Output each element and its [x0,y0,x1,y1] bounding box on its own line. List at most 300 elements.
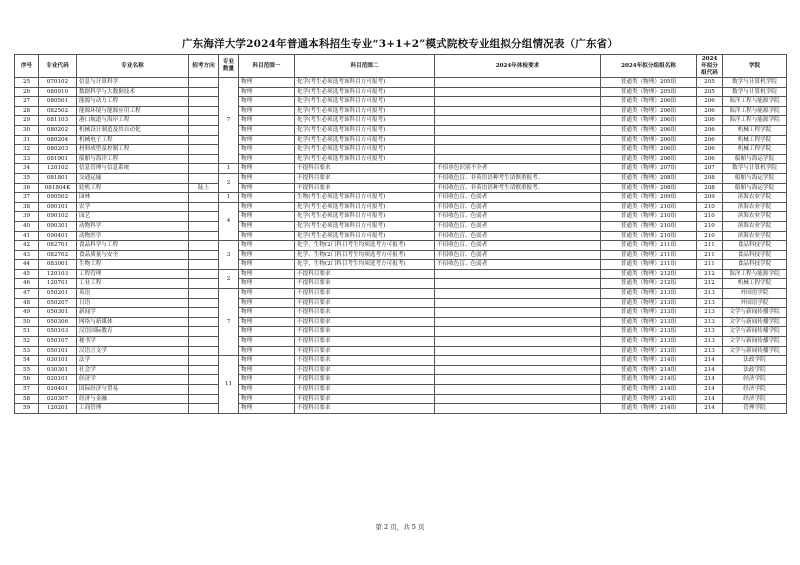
subject-range-two: 不提科目要求 [295,365,435,375]
major-count: 7 [219,289,239,356]
major-code: 050201 [39,289,77,299]
exam-direction [189,87,219,97]
row-number: 43 [15,250,39,260]
major-code: 050301 [39,308,77,318]
major-code: 120201 [39,404,77,414]
group-name: 普通类（物理）205组 [601,87,697,97]
subject-range-one: 物理 [239,241,295,251]
major-count: 2 [219,173,239,192]
group-name: 普通类（物理）206组 [601,97,697,107]
college: 机械工程学院 [723,125,787,135]
row-number: 56 [15,375,39,385]
group-code: 208 [697,183,723,193]
subject-range-one: 物理 [239,385,295,395]
page-footer: 第 2 页，共 5 页 [375,523,425,531]
group-name: 普通类（物理）211组 [601,250,697,260]
college: 滨海农业学院 [723,193,787,203]
group-code: 210 [697,202,723,212]
health-requirement [435,327,601,337]
major-code: 081804K [39,183,77,193]
health-requirement [435,337,601,347]
subject-range-two: 不提科目要求 [295,183,435,193]
group-code: 206 [697,154,723,164]
health-requirement [435,125,601,135]
exam-direction [189,365,219,375]
exam-direction [189,394,219,404]
major-name: 农学 [77,202,189,212]
table-row [15,106,787,116]
subject-range-one: 物理 [239,164,295,174]
table-row [15,135,787,145]
college: 滨海农业学院 [723,212,787,222]
subject-range-two: 化学(考生必须选考该科目方可报考) [295,97,435,107]
health-requirement [435,145,601,155]
college: 海洋工程与能源学院 [723,116,787,126]
group-code: 211 [697,260,723,270]
health-requirement: 不招单色识别不全者 [435,164,601,174]
table-row [15,97,787,107]
major-name: 港口航道与海岸工程 [77,116,189,126]
group-code: 206 [697,97,723,107]
exam-direction [189,327,219,337]
subject-range-one: 物理 [239,279,295,289]
college: 外国语学院 [723,289,787,299]
major-code: 082702 [39,250,77,260]
major-name: 食品质量与安全 [77,250,189,260]
major-code: 082502 [39,106,77,116]
subject-range-one: 物理 [239,289,295,299]
table-row [15,173,787,183]
group-name: 普通类（物理）213组 [601,327,697,337]
subject-range-two: 不提科目要求 [295,298,435,308]
group-code: 206 [697,106,723,116]
column-header: 学院 [723,55,787,78]
major-count: 7 [219,78,239,164]
health-requirement: 不招收色盲、色弱者 [435,221,601,231]
page-title: 广东海洋大学2024年普通本科招生专业“3+1+2”模式院校专业组拟分组情况表（广东省） [181,38,619,50]
major-name: 英语 [77,289,189,299]
college: 机械工程学院 [723,135,787,145]
health-requirement: 不招收色盲、色弱者 [435,260,601,270]
major-code: 050101 [39,346,77,356]
group-name: 普通类（物理）213组 [601,298,697,308]
row-number: 50 [15,317,39,327]
subject-range-two: 化学(考生必须选考该科目方可报考) [295,154,435,164]
major-name: 船舶与海洋工程 [77,154,189,164]
row-number: 29 [15,116,39,126]
major-code: 120102 [39,164,77,174]
subject-range-two: 不提科目要求 [295,317,435,327]
major-name: 工商管理 [77,404,189,414]
major-code: 081901 [39,154,77,164]
group-code: 212 [697,279,723,289]
major-name: 经济学 [77,375,189,385]
row-number: 55 [15,365,39,375]
college: 经济学院 [723,385,787,395]
group-name: 普通类（物理）214组 [601,385,697,395]
exam-direction [189,125,219,135]
health-requirement [435,404,601,414]
column-header: 2024年拟分组组名称 [601,55,697,78]
group-name: 普通类（物理）208组 [601,183,697,193]
major-code: 050107 [39,337,77,347]
table-row [15,327,787,337]
row-number: 41 [15,231,39,241]
health-requirement: 不招收色盲、非英语语种考生请慎重报考。 [435,173,601,183]
major-name: 轮机工程 [77,183,189,193]
row-number: 47 [15,289,39,299]
group-code: 205 [697,78,723,88]
row-number: 25 [15,78,39,88]
major-code: 030301 [39,365,77,375]
exam-direction [189,298,219,308]
group-code: 213 [697,346,723,356]
subject-range-one: 物理 [239,78,295,88]
subject-range-two: 化学(考生必须选考该科目方可报考) [295,202,435,212]
table-row [15,404,787,414]
health-requirement [435,279,601,289]
major-name: 动物医学 [77,231,189,241]
subject-range-two: 化学(考生必须选考该科目方可报考) [295,145,435,155]
health-requirement [435,154,601,164]
major-name: 园艺 [77,212,189,222]
major-code: 090301 [39,221,77,231]
row-number: 36 [15,183,39,193]
college: 文学与新闻传播学院 [723,346,787,356]
exam-direction [189,250,219,260]
exam-direction [189,269,219,279]
table-row [15,308,787,318]
subject-range-two: 化学(考生必须选考该科目方可报考) [295,212,435,222]
exam-direction [189,385,219,395]
group-name: 普通类（物理）206组 [601,135,697,145]
table-row [15,250,787,260]
major-name: 数据科学与大数据技术 [77,87,189,97]
subject-range-two: 化学(考生必须选考该科目方可报考) [295,125,435,135]
major-name: 生物工程 [77,260,189,270]
row-number: 48 [15,298,39,308]
subject-range-two: 不提科目要求 [295,308,435,318]
major-count: 1 [219,193,239,203]
subject-range-two: 不提科目要求 [295,375,435,385]
college: 船舶与海运学院 [723,183,787,193]
table-row [15,164,787,174]
health-requirement [435,116,601,126]
row-number: 26 [15,87,39,97]
exam-direction [189,193,219,203]
major-name: 食品科学与工程 [77,241,189,251]
health-requirement [435,78,601,88]
row-number: 27 [15,97,39,107]
college: 文学与新闻传播学院 [723,327,787,337]
exam-direction [189,145,219,155]
health-requirement: 不招收色盲、色弱者 [435,212,601,222]
major-name: 法学 [77,356,189,366]
exam-direction [189,212,219,222]
group-code: 210 [697,231,723,241]
college: 经济学院 [723,394,787,404]
row-number: 57 [15,385,39,395]
major-name: 材料成型及控制工程 [77,145,189,155]
college: 数学与计算机学院 [723,87,787,97]
subject-range-two: 不提科目要求 [295,356,435,366]
exam-direction [189,106,219,116]
health-requirement [435,106,601,116]
health-requirement [435,289,601,299]
row-number: 54 [15,356,39,366]
group-name: 普通类（物理）211组 [601,241,697,251]
major-count: 3 [219,241,239,270]
college: 食品科技学院 [723,260,787,270]
exam-direction [189,78,219,88]
subject-range-two: 不提科目要求 [295,327,435,337]
major-code: 050306 [39,317,77,327]
table-row [15,394,787,404]
table-row [15,87,787,97]
college: 食品科技学院 [723,241,787,251]
table-row [15,78,787,88]
table-row [15,337,787,347]
subject-range-one: 物理 [239,106,295,116]
college: 机械工程学院 [723,145,787,155]
group-code: 206 [697,135,723,145]
row-number: 32 [15,145,39,155]
college: 海洋工程与能源学院 [723,269,787,279]
health-requirement [435,394,601,404]
college: 文学与新闻传播学院 [723,308,787,318]
group-code: 205 [697,87,723,97]
row-number: 37 [15,193,39,203]
health-requirement: 不招收色盲、色弱者 [435,193,601,203]
table-row [15,346,787,356]
subject-range-one: 物理 [239,394,295,404]
subject-range-two: 化学(考生必须选考该科目方可报考) [295,87,435,97]
group-name: 普通类（物理）214组 [601,356,697,366]
college: 机械工程学院 [723,279,787,289]
column-header: 科目范围一 [239,55,295,78]
subject-range-two: 不提科目要求 [295,404,435,414]
subject-range-two: 化学(考生必须选考该科目方可报考) [295,116,435,126]
row-number: 28 [15,106,39,116]
group-code: 210 [697,212,723,222]
row-number: 35 [15,173,39,183]
group-name: 普通类（物理）213组 [601,317,697,327]
table-row [15,269,787,279]
group-code: 211 [697,250,723,260]
group-code: 213 [697,308,723,318]
subject-range-two: 不提科目要求 [295,279,435,289]
group-name: 普通类（物理）207组 [601,164,697,174]
exam-direction [189,97,219,107]
group-name: 普通类（物理）212组 [601,269,697,279]
major-count: 2 [219,269,239,288]
exam-direction [189,346,219,356]
college: 数学与计算机学院 [723,78,787,88]
major-code: 083001 [39,260,77,270]
group-name: 普通类（物理）206组 [601,106,697,116]
major-name: 交通运输 [77,173,189,183]
table-row [15,289,787,299]
group-code: 213 [697,289,723,299]
major-name: 工业工程 [77,279,189,289]
major-code: 080204 [39,135,77,145]
subject-range-two: 化学、生物(2门科目考生均须选考方可报考) [295,250,435,260]
subject-range-two: 不提科目要求 [295,173,435,183]
group-code: 214 [697,356,723,366]
group-code: 214 [697,375,723,385]
group-name: 普通类（物理）206组 [601,125,697,135]
health-requirement: 不招收色盲、色弱者 [435,250,601,260]
subject-range-one: 物理 [239,260,295,270]
college: 海洋工程与能源学院 [723,97,787,107]
major-name: 机械设计制造及其自动化 [77,125,189,135]
subject-range-one: 物理 [239,145,295,155]
health-requirement [435,87,601,97]
subject-range-two: 生物(考生必须选考该科目方可报考) [295,193,435,203]
major-code: 082701 [39,241,77,251]
group-code: 213 [697,298,723,308]
group-code: 214 [697,385,723,395]
group-name: 普通类（物理）214组 [601,365,697,375]
subject-range-one: 物理 [239,337,295,347]
group-code: 212 [697,269,723,279]
health-requirement [435,308,601,318]
header-row [15,55,787,78]
health-requirement [435,346,601,356]
exam-direction [189,154,219,164]
health-requirement: 不招收色盲、非英语语种考生请慎重报考。 [435,183,601,193]
table-row [15,260,787,270]
column-header: 科目范围二 [295,55,435,78]
health-requirement [435,135,601,145]
major-code: 120103 [39,269,77,279]
row-number: 33 [15,154,39,164]
table-row [15,212,787,222]
major-name: 汉语言文学 [77,346,189,356]
major-name: 能源环境与能源应用工程 [77,106,189,116]
college: 外国语学院 [723,298,787,308]
college: 食品科技学院 [723,250,787,260]
group-name: 普通类（物理）214组 [601,375,697,385]
subject-range-one: 物理 [239,317,295,327]
table-row [15,183,787,193]
subject-range-one: 物理 [239,269,295,279]
column-header: 序号 [15,55,39,78]
group-code: 211 [697,241,723,251]
row-number: 44 [15,260,39,270]
group-name: 普通类（物理）210组 [601,212,697,222]
college: 滨海农业学院 [723,202,787,212]
college: 数学与计算机学院 [723,164,787,174]
subject-range-one: 物理 [239,404,295,414]
exam-direction [189,289,219,299]
subject-range-two: 化学(考生必须选考该科目方可报考) [295,221,435,231]
major-code: 120701 [39,279,77,289]
health-requirement [435,365,601,375]
major-code: 080202 [39,125,77,135]
subject-range-one: 物理 [239,231,295,241]
major-code: 081103 [39,116,77,126]
health-requirement [435,356,601,366]
major-name: 日语 [77,298,189,308]
major-code: 080203 [39,145,77,155]
group-name: 普通类（物理）206组 [601,154,697,164]
group-name: 普通类（物理）209组 [601,193,697,203]
group-code: 207 [697,164,723,174]
group-name: 普通类（物理）213组 [601,308,697,318]
table-row [15,375,787,385]
major-code: 090401 [39,231,77,241]
row-number: 34 [15,164,39,174]
subject-range-two: 化学(考生必须选考该科目方可报考) [295,78,435,88]
subject-range-two: 化学(考生必须选考该科目方可报考) [295,106,435,116]
table-row [15,241,787,251]
exam-direction [189,337,219,347]
subject-range-two: 化学(考生必须选考该科目方可报考) [295,135,435,145]
row-number: 58 [15,394,39,404]
subject-range-one: 物理 [239,327,295,337]
row-number: 31 [15,135,39,145]
row-number: 39 [15,212,39,222]
column-header: 2024年体检要求 [435,55,601,78]
major-name: 能源与动力工程 [77,97,189,107]
subject-range-one: 物理 [239,308,295,318]
health-requirement: 不招收色盲、色弱者 [435,241,601,251]
major-code: 080501 [39,97,77,107]
subject-range-one: 物理 [239,125,295,135]
row-number: 59 [15,404,39,414]
major-name: 汉语国际教育 [77,327,189,337]
subject-range-two: 不提科目要求 [295,337,435,347]
table-row [15,298,787,308]
group-name: 普通类（物理）210组 [601,221,697,231]
row-number: 46 [15,279,39,289]
subject-range-two: 化学、生物(2门科目考生均须选考方可报考) [295,241,435,251]
major-name: 经济与金融 [77,394,189,404]
table-row [15,356,787,366]
group-name: 普通类（物理）206组 [601,116,697,126]
major-code: 080910 [39,87,77,97]
college: 滨海农业学院 [723,231,787,241]
subject-range-one: 物理 [239,365,295,375]
exam-direction [189,356,219,366]
college: 船舶与海运学院 [723,154,787,164]
group-name: 普通类（物理）213组 [601,346,697,356]
group-code: 206 [697,145,723,155]
table-row [15,279,787,289]
major-name: 信息管理与信息系统 [77,164,189,174]
group-name: 普通类（物理）214组 [601,394,697,404]
subject-range-two: 不提科目要求 [295,394,435,404]
column-header: 专业名称 [77,55,189,78]
group-name: 普通类（物理）212组 [601,279,697,289]
major-count: 11 [219,356,239,414]
subject-range-one: 物理 [239,173,295,183]
table-row [15,385,787,395]
major-count: 1 [219,164,239,174]
column-header: 专业数量 [219,55,239,78]
subject-range-one: 物理 [239,221,295,231]
subject-range-one: 物理 [239,375,295,385]
group-name: 普通类（物理）211组 [601,260,697,270]
group-code: 213 [697,327,723,337]
major-name: 国际经济与贸易 [77,385,189,395]
exam-direction [189,231,219,241]
group-name: 普通类（物理）210组 [601,202,697,212]
row-number: 30 [15,125,39,135]
exam-direction [189,308,219,318]
group-name: 普通类（物理）210组 [601,231,697,241]
